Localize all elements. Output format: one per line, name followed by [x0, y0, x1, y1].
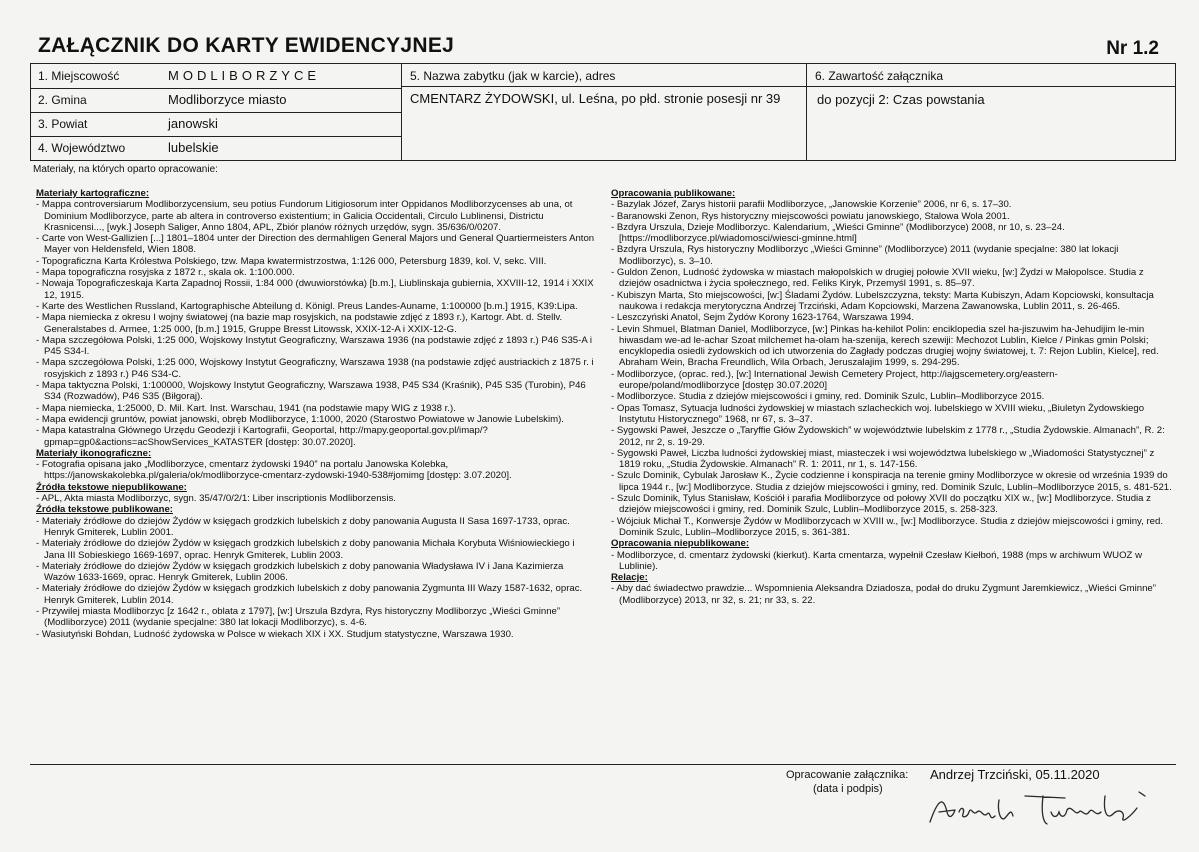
locality-value: MODLIBORZYCE: [168, 68, 321, 83]
section-heading: Opracowania niepublikowane:: [611, 538, 750, 550]
divider: [401, 86, 806, 87]
section-heading: Materiały ikonograficzne:: [36, 447, 152, 459]
county-label: 3. Powiat: [38, 117, 88, 131]
bibliography-item: - Materiały źródłowe do dziejów Żydów w księgach grodzkich lubelskich z doby panowania Władysława IV i Jana Kazimierza Wazów 1633-1669, oprac. Henryk Gmiterek, Lublin 2006.: [36, 560, 564, 584]
document-title: ZAŁĄCZNIK DO KARTY EWIDENCYJNEJ: [38, 34, 455, 57]
content-value: do pozycji 2: Czas powstania: [817, 92, 985, 107]
left-bibliography-column: [36, 188, 596, 640]
bibliography-item: - Kubiszyn Marta, Sto miejscowości, [w:] Śladami Żydów. Lubelszczyzna, teksty: Marta Kubiszyn, Adam Kopciowski, konsultacja naukowa i redakcja merytoryczna Andrzej Trzciński, Adam Kopciowski, Marzena Zawanowska, Lublin 2011, s. 26-465.: [611, 289, 1154, 312]
commune-value: Modliborzyce miasto: [168, 92, 287, 107]
header-form-table: [30, 63, 1176, 161]
bibliography-item: - Levin Shmuel, Blatman Daniel, Modliborzyce, [w:] Pinkas ha-kehilot Polin: enciklopedia szel ha-jiszuwim ha-Jehudijim le-min hiwasdam we-ad le-achar Szoat milchemet ha-olam ha-szenija, kerech szewiji: Mechozot Lublin, Kielce / Pinkas gmin Polski; encyklopedia osiedli żydowskich od ich utworzenia do Zagłady podczas drugiej wojny światowej, t. 7: Rejon Lublin, Kielce], red. Abraham Wein, Bracha Freundlich, Wila Orbach, Jeruszalajim 1999, s. 294-295.: [611, 323, 1159, 369]
bibliography-item: - Sygowski Paweł, Jeszcze o „Taryffie Głów Żydowskich” w województwie lubelskim z 1778 r., „Studia Żydowskie. Almanach”, R. 2: 2012, nr 2, s. 19-29.: [611, 425, 1165, 448]
bibliography-item: - Wasiutyński Bohdan, Ludność żydowska w Polsce w wiekach XIX i XX. Studjum statystyczne, Warszawa 1930.: [36, 628, 514, 640]
bibliography-item: - Mapa katastralna Głównego Urzędu Geodezji i Kartografii, Geoportal, http://mapy.geoportal.gov.pl/imap/?gpmap=gp0&actions=acShowServices_KATASTER [dostęp: 30.07.2020].: [36, 425, 488, 448]
bibliography-item: - Wójciuk Michał T., Konwersje Żydów w Modliborzycach w XVIII w., [w:] Modliborzyce. Studia z dziejów miejscowości i gminy, red. Dominik Szulc, Lublin–Modliborzyce 2015, s. 361-381.: [611, 515, 1163, 538]
bibliography-item: - Carte von West-Gallizien [...] 1801–1804 unter der Direction des dermahligen General Majors und General Quartiermeisters Anton Mayer von Heldensfeld, Wien 1808.: [36, 233, 595, 256]
locality-label: 1. Miejscowość: [38, 69, 120, 83]
content-column: [806, 64, 1175, 160]
bibliography-item: - Mapa topograficzna rosyjska z 1872 r., skala ok. 1:100.000.: [36, 267, 295, 279]
divider: [806, 86, 1175, 87]
bibliography-item: - Mapa taktyczna Polski, 1:100000, Wojskowy Instytut Geograficzny, Warszawa 1938, P45 S34 (Kraśnik), P45 S35 (Turobin), P46 S34 (Rozwadów), P46 S35 (Biłgoraj).: [36, 380, 586, 403]
section-heading: Relacje:: [611, 572, 648, 584]
bibliography-item: - Karte des Westlichen Russland, Kartographische Abteilung d. Königl. Preus Landes-Auname, 1:100000 [b.m.] 1915, K39:Lipa.: [36, 300, 578, 312]
section-heading: Opracowania publikowane:: [611, 188, 736, 199]
bibliography-item: - Materiały źródłowe do dziejów Żydów w księgach grodzkich lubelskich z doby panowania Augusta II Sasa 1697-1733, oprac. Henryk Gmiterek, Lublin 2001.: [36, 515, 570, 538]
bibliography-item: - APL, Akta miasta Modliborzyc, sygn. 35/47/0/2/1: Liber inscriptionis Modliborzensis.: [36, 493, 396, 505]
section-heading: Materiały kartograficzne:: [36, 188, 150, 199]
prepared-by-label: Opracowanie załącznika:: [786, 769, 909, 781]
bibliography-item: - Mapa niemiecka z okresu I wojny światowej (na bazie map rosyjskich, na podstawie zdjęć z 1893 r.), Kartogr. Abt. d. Stellv. Generalstabes d. Armee, 1:25 000, [b.m.] 1915, Gruppe Bresst Litowssk, XXIX-12-A i XXIX-12-G.: [36, 312, 563, 335]
bibliography-item: - Bzdyra Urszula, Rys historyczny Modliborzyc „Wieści Gminne” (Modliborzyce) 2011 (wydanie specjalne: 380 lat lokacji Modliborzyc), s. 3–10.: [611, 244, 1119, 267]
bibliography-item: - Przywilej miasta Modliborzyc [z 1642 r., oblata z 1797], [w:] Urszula Bzdyra, Rys historyczny Modliborzyc „Wieści Gminne” (Modliborzyce) 2011 (wydanie specjalne: 380 lat lokacji Modliborzyc), s. 4-6.: [36, 605, 561, 629]
county-value: janowski: [168, 116, 218, 131]
section-heading: Źródła tekstowe publikowane:: [36, 504, 173, 516]
location-column: [31, 64, 402, 160]
content-label: 6. Zawartość załącznika: [815, 69, 944, 83]
bibliography-item: - Bzdyra Urszula, Dzieje Modliborzyc. Kalendarium, „Wieści Gminne” (Modliborzyce) 2008, nr 10, s. 23–24. [https://modliborzyce.pl/wiadomosci/wiesci-gminne.html]: [611, 221, 1065, 245]
bibliography-item: - Mappa controversiarum Modliborzycensium, seu potius Fundorum Litigiosorum inter Oppidanos Modliborzycenses ab una, ot Dominium Modliborzyce, parte ab altera in controverso existentium; in Galicia Occidentali, Circulo Lublinensi, Districtu Krasnicensi..., [wyk.] Joseph Saliger, Anno 1804, APL, Zbiór planów różnych urzędów, sygn. 35/636/0/0207.: [36, 199, 573, 233]
monument-label: 5. Nazwa zabytku (jak w karcie), adres: [410, 69, 616, 83]
voivodeship-label: 4. Województwo: [38, 141, 126, 155]
bibliography-item: - Bazylak Józef, Zarys historii parafii Modliborzyce, „Janowskie Korzenie” 2006, nr 6, s. 17–30.: [611, 199, 1012, 211]
bibliography-item: - Opas Tomasz, Sytuacja ludności żydowskiej w miastach szlacheckich woj. lubelskiego w XVIII wieku, „Biuletyn Żydowskiego Instytutu Historycznego” 1968, nr 67, s. 3–37.: [611, 402, 1145, 425]
author-date: Andrzej Trzciński, 05.11.2020: [930, 767, 1100, 782]
bibliography-item: - Modliborzyce, (oprac. red.), [w:] International Jewish Cemetery Project, http://iajgscemetery.org/eastern-europe/poland/modliborzyce [dostęp 30.07.2020]: [611, 368, 1058, 392]
bibliography-item: - Mapa ewidencji gruntów, powiat janowski, obręb Modliborzyce, 1:1000, 2020 (Starostwo Powiatowe w Janowie Lubelskim).: [36, 413, 564, 425]
date-signature-label: (data i podpis): [813, 783, 883, 795]
bibliography-item: - Leszczyński Anatol, Sejm Żydów Korony 1623-1764, Warszawa 1994.: [611, 312, 915, 324]
field-row-voivodeship: [31, 136, 401, 160]
field-row-county: [31, 112, 401, 137]
bibliography-item: - Baranowski Zenon, Rys historyczny miejscowości powiatu janowskiego, Stalowa Wola 2001.: [611, 210, 1010, 222]
commune-label: 2. Gmina: [38, 93, 87, 107]
footer-divider: [30, 764, 1176, 765]
attachment-number: Nr 1.2: [1106, 38, 1159, 59]
materials-intro: Materiały, na których oparto opracowanie:: [33, 164, 218, 175]
bibliography-item: - Topograficzna Karta Królestwa Polskiego, tzw. Mapa kwatermistrzostwa, 1:126 000, Petersburg 1839, kol. V, sekc. VIII.: [36, 255, 547, 267]
bibliography-item: - Szulc Dominik, Tylus Stanisław, Kościół i parafia Modliborzyce od połowy XVII do początku XIX w., [w:] Modliborzyce. Studia z dziejów miejscowości i gminy, red. Dominik Szulc, Lublin–Modliborzyce 2015, s. 258-323.: [611, 493, 1151, 516]
field-row-commune: [31, 88, 401, 113]
bibliography-item: - Mapa szczegółowa Polski, 1:25 000, Wojskowy Instytut Geograficzny, Warszawa 1936 (na podstawie zdjęć z 1893 r.) P46 S35-A i P45 S34-I.: [36, 334, 592, 358]
bibliography-item: - Mapa niemiecka, 1:25000, D. Mil. Kart. Inst. Warschau, 1941 (na podstawie mapy WIG z 1938 r.).: [36, 402, 456, 414]
bibliography-item: - Guldon Zenon, Ludność żydowska w miastach małopolskich w drugiej połowie XVII wieku, [w:] Żydzi w Małopolsce. Studia z dziejów osadnictwa i życia społecznego, red. Feliks Kiryk, Przemyśl 1991, s. 85–97.: [611, 267, 1144, 290]
voivodeship-value: lubelskie: [168, 140, 219, 155]
bibliography-item: - Materiały źródłowe do dziejów Żydów w księgach grodzkich lubelskich z doby panowania Michała Korybuta Wiśniowieckiego i Jana III Sobieskiego 1669-1697, oprac. Henryk Gmiterek, Lublin 2003.: [36, 538, 575, 561]
right-bibliography-column: [611, 188, 1176, 606]
bibliography-item: - Mapa szczegółowa Polski, 1:25 000, Wojskowy Instytut Geograficzny, Warszawa 1938 (na podstawie zdjęć austriackich z 1875 r. i rosyjskich z 1893 r.) P46 S34-C.: [36, 357, 594, 380]
section-heading: Źródła tekstowe niepublikowane:: [36, 481, 187, 493]
handwritten-signature: [925, 782, 1155, 834]
monument-column: [401, 64, 807, 160]
monument-value: CMENTARZ ŻYDOWSKI, ul. Leśna, po płd. stronie posesji nr 39: [410, 91, 781, 106]
bibliography-item: - Materiały źródłowe do dziejów Żydów w księgach grodzkich lubelskich z doby panowania Zygmunta III Wazy 1587-1632, oprac. Henryk Gmiterek, Lublin 2014.: [36, 583, 583, 606]
bibliography-item: - Sygowski Paweł, Liczba ludności żydowskiej miast, miasteczek i wsi województwa lubelskiego w „Wiadomości Statystycznej” z 1819 roku, „Studia Żydowskie. Almanach” R. 1: 2011, nr 1, s. 147-156.: [611, 447, 1155, 471]
bibliography-item: - Modliborzyce, d. cmentarz żydowski (kierkut). Karta cmentarza, wypełnił Czesław Kiełboń, 1988 (mps w archiwum WUOZ w Lublinie).: [611, 549, 1143, 572]
bibliography-item: - Szulc Dominik, Cybulak Jarosław K., Życie codzienne i konspiracja na terenie gminy Modliborzyce w okresie od września 1939 do lipca 1944 r., [w:] Modliborzyce. Studia z dziejów miejscowości i gminy, red. Dominik Szulc, Lublin–Modliborzyce 2015, s. 481-521.: [611, 470, 1172, 493]
bibliography-item: - Nowaja Topograficzeskaja Karta Zapadnoj Rossii, 1:84 000 (dwuwiorstówka) [b.m.], Liublinskaja gubiernia, XXVIII-12, 1914 i XXIX 12, 1915.: [36, 278, 594, 301]
bibliography-item: - Fotografia opisana jako „Modliborzyce, cmentarz żydowski 1940” na portalu Janowska Kolebka, https://janowskakolebka.pl/galeria/ok/modliborzyce-cmentarz-zydowski-1940-538#jomimg [dostęp: 3.07.2020].: [36, 459, 512, 482]
bibliography-item: - Aby dać świadectwo prawdzie... Wspomnienia Aleksandra Dziadosza, podał do druku Zygmunt Jaremkiewicz, „Wieści Gminne” (Modliborzyce) 2013, nr 32, s. 21; nr 33, s. 22.: [611, 583, 1156, 606]
field-row-locality: [31, 64, 401, 89]
bibliography-item: - Modliborzyce. Studia z dziejów miejscowości i gminy, red. Dominik Szulc, Lublin–Modliborzyce 2015.: [611, 391, 1045, 403]
